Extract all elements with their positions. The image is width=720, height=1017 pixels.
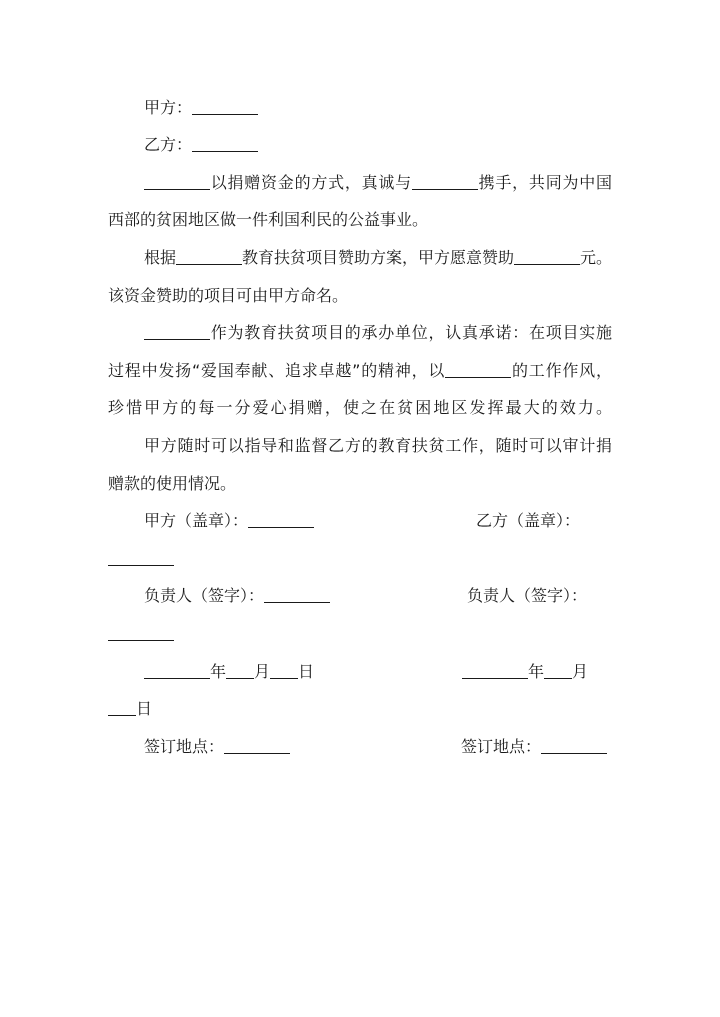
p3-line3 [108, 396, 612, 420]
p3-text-b: 过程中发扬“爱国奉献、追求卓越”的精神，以 [108, 361, 446, 380]
seal-b [476, 509, 580, 533]
date-b-year-blank [462, 662, 528, 679]
p1-text-c: 西部的贫困地区做一件利国利民的公益事业。 [108, 210, 429, 229]
date-a-day-blank [270, 662, 298, 679]
place-b-blank [541, 737, 607, 754]
party-a-blank [192, 98, 258, 115]
sign-b-blank-line [108, 622, 174, 646]
seal-b-blank [108, 549, 174, 566]
date-a-month-blank [226, 662, 254, 679]
seal-a-label: 甲方（盖章）： [144, 511, 249, 530]
sign-a-label: 负责人（签字）： [144, 586, 265, 605]
donor-blank [144, 173, 210, 190]
sign-a-blank [264, 586, 330, 603]
date-a-month: 月 [254, 662, 271, 681]
place-a-label: 签订地点： [144, 737, 225, 756]
partner-blank [412, 173, 478, 190]
p2-text-a: 根据 [144, 248, 177, 267]
date-b-month-blank [544, 662, 572, 679]
p2-text-d: 该资金赞助的项目可由甲方命名。 [108, 286, 349, 305]
p3-text-a: 作为教育扶贫项目的承办单位，认真承诺：在项目实施 [210, 323, 612, 342]
p3-line2 [108, 359, 612, 383]
date-b-month: 月 [572, 662, 589, 681]
style-blank [445, 361, 511, 378]
seal-b-label: 乙方（盖章）： [476, 511, 581, 530]
sign-b [467, 584, 587, 608]
p1-text-b: 携手，共同为中国 [477, 173, 612, 192]
p1-text-a: 以捐赠资金的方式，真诚与 [210, 173, 412, 192]
p2-text-c: 元。 [580, 248, 613, 267]
amount-blank [514, 248, 580, 265]
organizer-blank [144, 323, 210, 340]
place-a-blank [224, 737, 290, 754]
date-b-year: 年 [528, 662, 545, 681]
sign-b-blank [108, 624, 174, 641]
p1-line2 [108, 208, 612, 232]
date-b [462, 660, 588, 684]
place-b [461, 735, 607, 759]
party-a-label: 甲方： [144, 98, 193, 117]
party-a-line [108, 96, 612, 120]
date-a-year: 年 [210, 662, 227, 681]
date-a-day: 日 [298, 662, 315, 681]
place-b-label: 签订地点： [461, 737, 542, 756]
date-a-year-blank [144, 662, 210, 679]
sign-b-label: 负责人（签字）： [467, 586, 588, 605]
date-b-day-blank [108, 699, 136, 716]
p4-line2 [108, 472, 612, 496]
party-b-line [108, 133, 612, 157]
p3-text-d: 珍惜甲方的每一分爱心捐赠，使之在贫困地区发挥最大的效力。 [108, 398, 612, 417]
seal-a [144, 509, 314, 533]
p4-line1 [108, 434, 612, 458]
p2-line2 [108, 284, 612, 308]
p3-text-c: 的工作作风， [511, 361, 612, 380]
seal-b-blank-line [108, 547, 174, 571]
p3-line1 [108, 321, 612, 345]
party-b-blank [192, 135, 258, 152]
sign-a [144, 584, 330, 608]
p2-line1 [108, 246, 612, 270]
date-a [144, 660, 314, 684]
p4-text-a: 甲方随时可以指导和监督乙方的教育扶贫工作，随时可以审计捐 [144, 436, 612, 455]
p4-text-b: 赠款的使用情况。 [108, 474, 237, 493]
date-b-day: 日 [136, 699, 153, 718]
p1-line1 [108, 171, 612, 195]
program-blank [176, 248, 242, 265]
date-b-day-line [108, 697, 152, 721]
p2-text-b: 教育扶贫项目赞助方案，甲方愿意赞助 [242, 248, 515, 267]
party-b-label: 乙方： [144, 135, 193, 154]
place-a [144, 735, 290, 759]
seal-a-blank [248, 511, 314, 528]
